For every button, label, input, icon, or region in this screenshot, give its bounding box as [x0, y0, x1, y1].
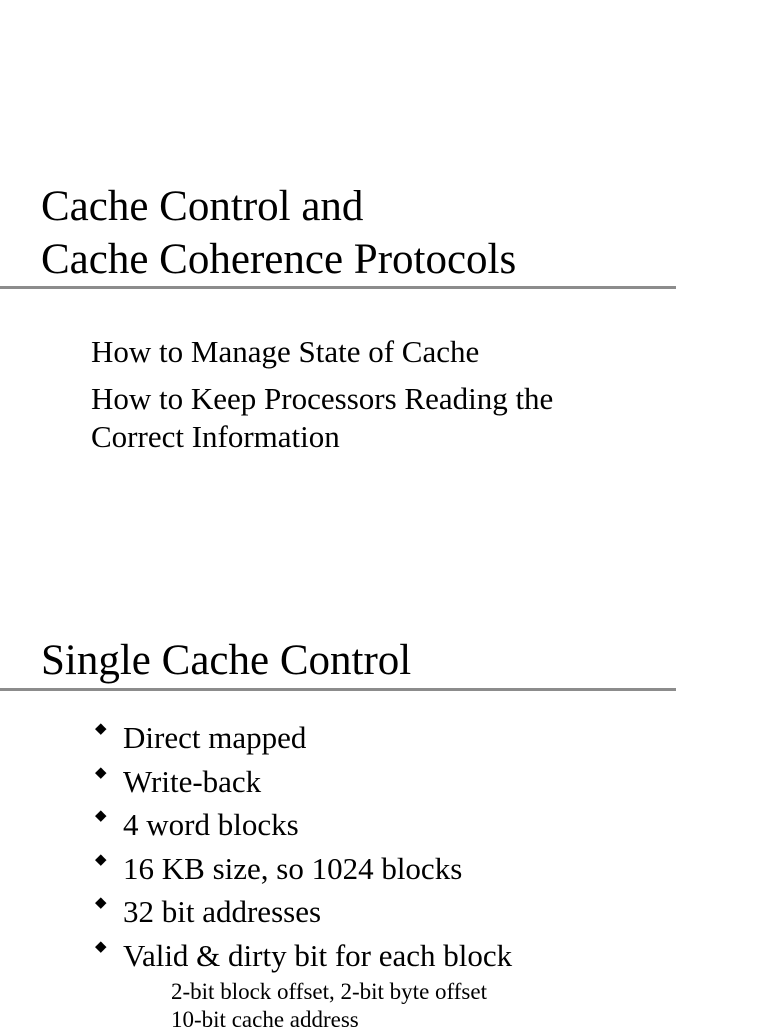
- bullet-text: 4 word blocks: [123, 807, 299, 842]
- slide-title: [41, 180, 516, 286]
- diamond-bullet-icon: ◆: [95, 938, 107, 955]
- bullet-text: 16 KB size, so 1024 blocks: [123, 850, 463, 886]
- diamond-bullet-icon: ◆: [95, 721, 107, 737]
- sub-list-item: 2-bit block offset, 2-bit byte offset: [171, 979, 487, 1004]
- diamond-bullet-icon: ◆: [95, 764, 107, 781]
- title-line-1: Cache Control and: [41, 183, 364, 230]
- title-divider: [0, 286, 676, 289]
- sub-list-item: 10-bit cache address: [171, 1007, 359, 1032]
- subtitle-keep-processors: How to Keep Processors Reading the: [91, 381, 554, 416]
- subtitle-correct-info: Correct Information: [91, 419, 340, 454]
- diamond-bullet-icon: ◆: [95, 851, 107, 868]
- bullet-text: Valid & dirty bit for each block: [123, 937, 513, 973]
- diamond-bullet-icon: ◆: [95, 895, 107, 911]
- slide-title: Single Cache Control: [41, 637, 412, 684]
- diamond-bullet-icon: ◆: [95, 808, 107, 824]
- sub-bullet-list: [171, 978, 487, 1034]
- bullet-text: Write-back: [123, 763, 262, 799]
- title-divider: [0, 688, 676, 691]
- bullet-text: Direct mapped: [123, 720, 307, 755]
- title-line-2: Cache Coherence Protocols: [41, 236, 517, 283]
- bullet-text: 32 bit addresses: [123, 894, 322, 929]
- subtitle-manage-state: How to Manage State of Cache: [91, 334, 480, 369]
